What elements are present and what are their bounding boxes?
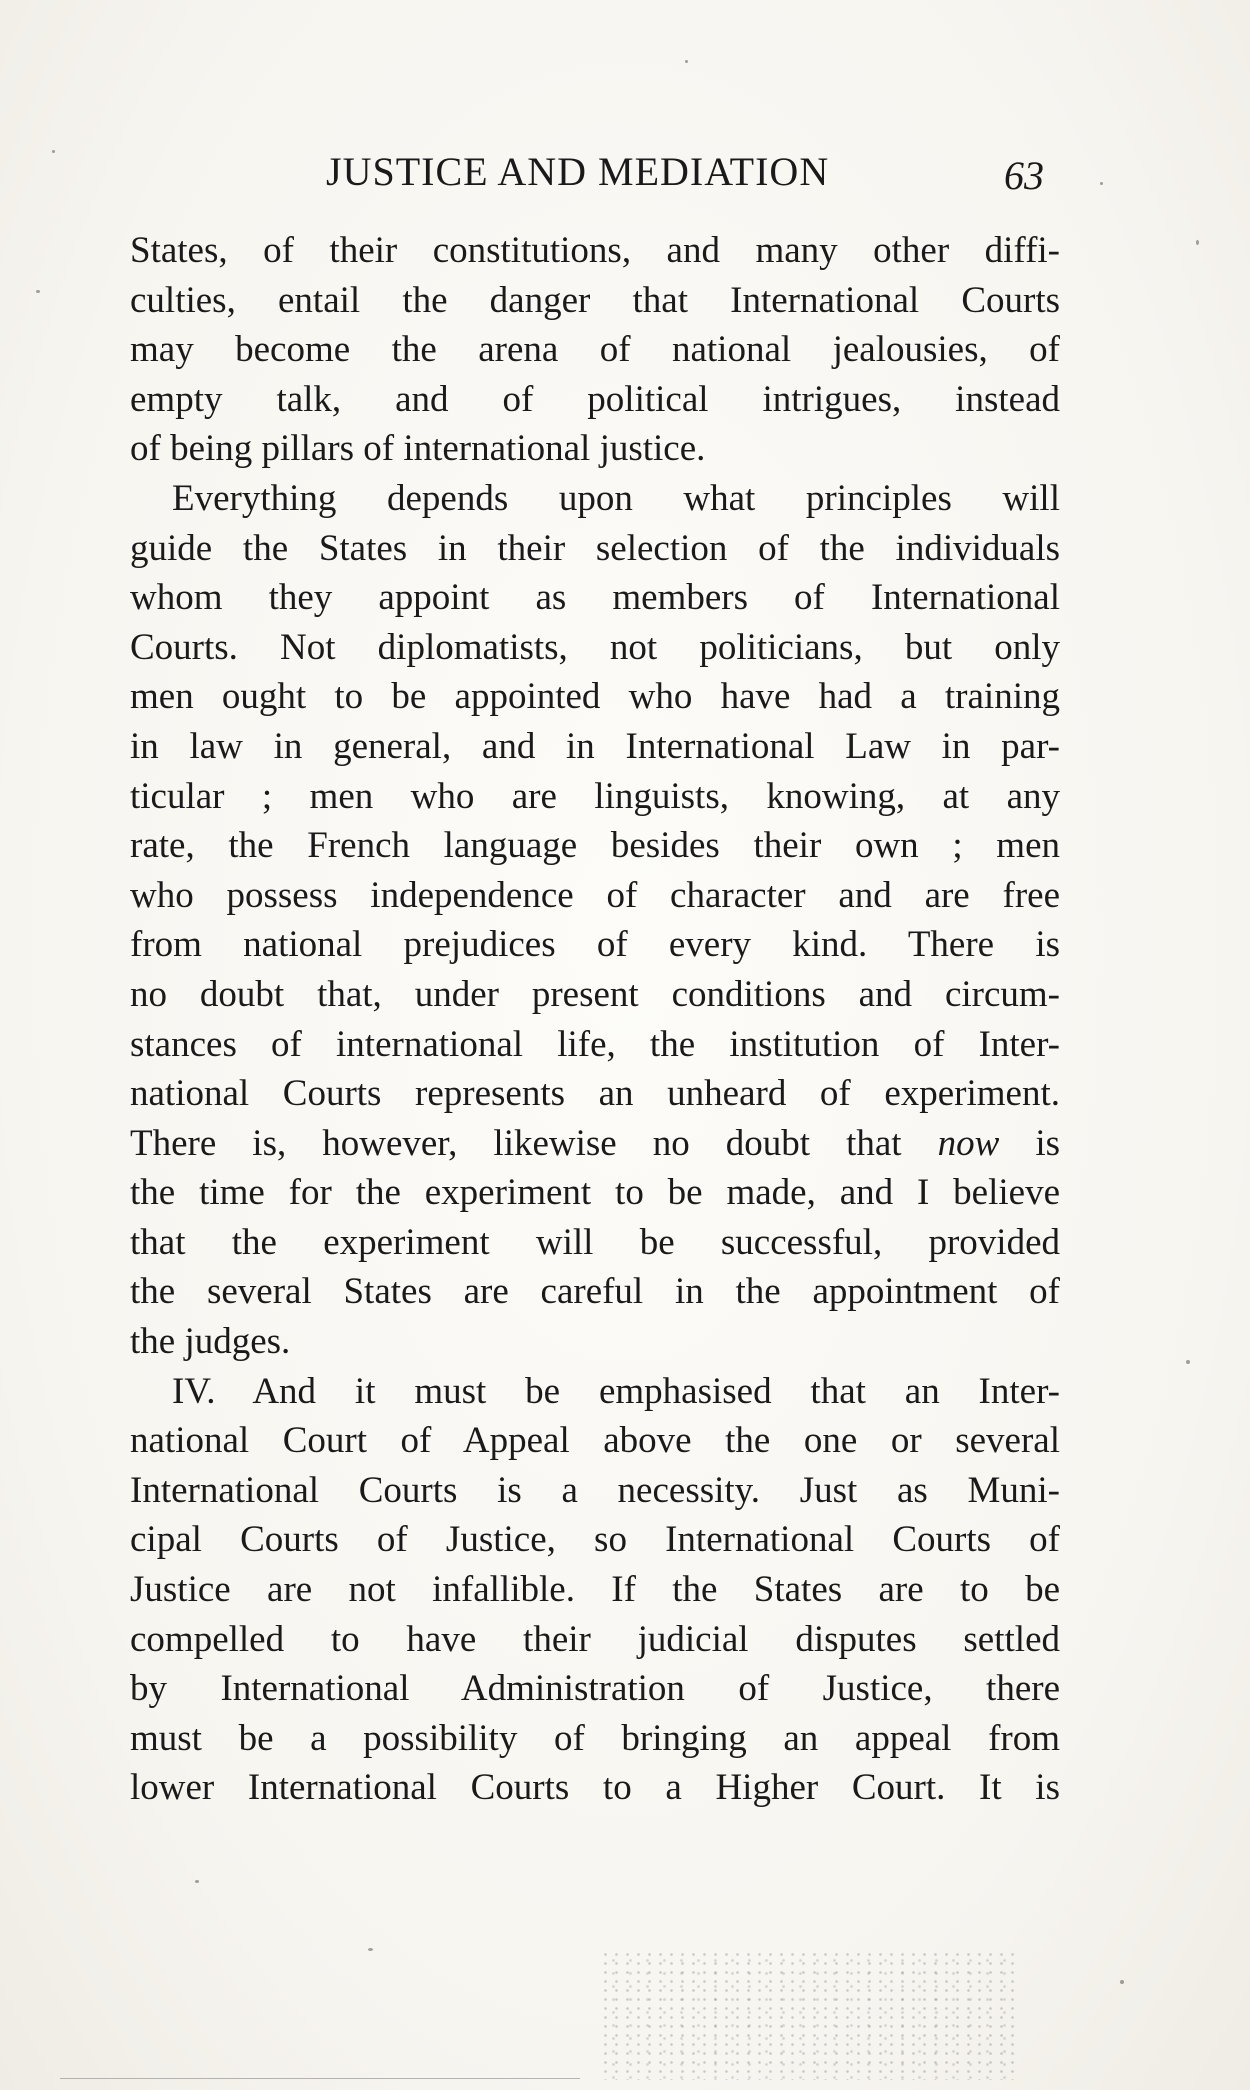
scan-speck	[195, 1880, 199, 1883]
text-line-end: is	[1035, 1122, 1061, 1164]
scan-speck	[1196, 240, 1199, 245]
text-line: who possess independence of character and are free	[130, 874, 1060, 916]
scan-speck	[36, 290, 40, 293]
text-line: empty talk, and of political intrigues, instead	[130, 378, 1060, 420]
text-line: whom they appoint as members of International	[130, 577, 1060, 619]
text-line: the judges.	[130, 1321, 291, 1363]
text-line: by International Administration of Justice, there	[130, 1668, 1060, 1710]
scan-speck	[1120, 1980, 1124, 1984]
text-line: may become the arena of national jealousies, of	[130, 329, 1060, 371]
text-line: IV. And it must be emphasised that an Inter-	[172, 1370, 1060, 1412]
text-line: Everything depends upon what principles will	[172, 477, 1060, 519]
text-line: guide the States in their selection of the individuals	[130, 527, 1060, 569]
text-line: lower International Courts to a Higher Court. It is	[130, 1767, 1060, 1809]
text-line-start: There is, however, likewise no doubt that	[130, 1122, 902, 1164]
text-line: the time for the experiment to be made, and I believe	[130, 1172, 1060, 1214]
text-line: national Courts represents an unheard of experiment.	[130, 1073, 1060, 1115]
text-line: International Courts is a necessity. Just as Muni-	[130, 1469, 1060, 1511]
body-text	[130, 226, 1060, 1813]
text-line: culties, entail the danger that International Courts	[130, 279, 1060, 321]
text-line: States, of their constitutions, and many other diffi-	[130, 230, 1060, 271]
text-line: no doubt that, under present conditions and circum-	[130, 973, 1060, 1015]
text-line: ticular ; men who are linguists, knowing, at any	[130, 775, 1060, 817]
text-line: Courts. Not diplomatists, not politicians, but only	[130, 626, 1060, 668]
italic-word: now	[937, 1122, 1000, 1164]
text-line: national Court of Appeal above the one or several	[130, 1420, 1060, 1462]
text-line	[130, 1119, 1060, 1169]
text-line: of being pillars of international justice.	[130, 428, 706, 470]
text-line: from national prejudices of every kind. There is	[130, 924, 1060, 966]
scan-speck	[368, 1948, 373, 1951]
text-line: in law in general, and in International Law in par-	[130, 725, 1060, 767]
text-line: that the experiment will be successful, provided	[130, 1221, 1060, 1263]
scan-speck	[52, 150, 55, 153]
page-number: 63	[1004, 153, 1044, 198]
running-head: JUSTICE AND MEDIATION	[326, 149, 830, 194]
text-line: stances of international life, the institution of Inter-	[130, 1023, 1060, 1065]
text-line: the several States are careful in the appointment of	[130, 1271, 1060, 1313]
text-line: must be a possibility of bringing an appeal from	[130, 1717, 1060, 1759]
scan-noise	[600, 1950, 1020, 2080]
scan-speck	[1100, 182, 1103, 185]
text-line: cipal Courts of Justice, so International Courts of	[130, 1519, 1060, 1561]
bottom-rule	[60, 2078, 580, 2079]
text-line: Justice are not infallible. If the States are to be	[130, 1569, 1060, 1611]
scan-speck	[685, 60, 688, 63]
text-line: compelled to have their judicial disputes settled	[130, 1618, 1060, 1660]
text-line: men ought to be appointed who have had a training	[130, 676, 1060, 718]
page-header	[130, 148, 1060, 200]
scan-speck	[1186, 1360, 1190, 1364]
text-line: rate, the French language besides their own ; men	[130, 825, 1060, 867]
